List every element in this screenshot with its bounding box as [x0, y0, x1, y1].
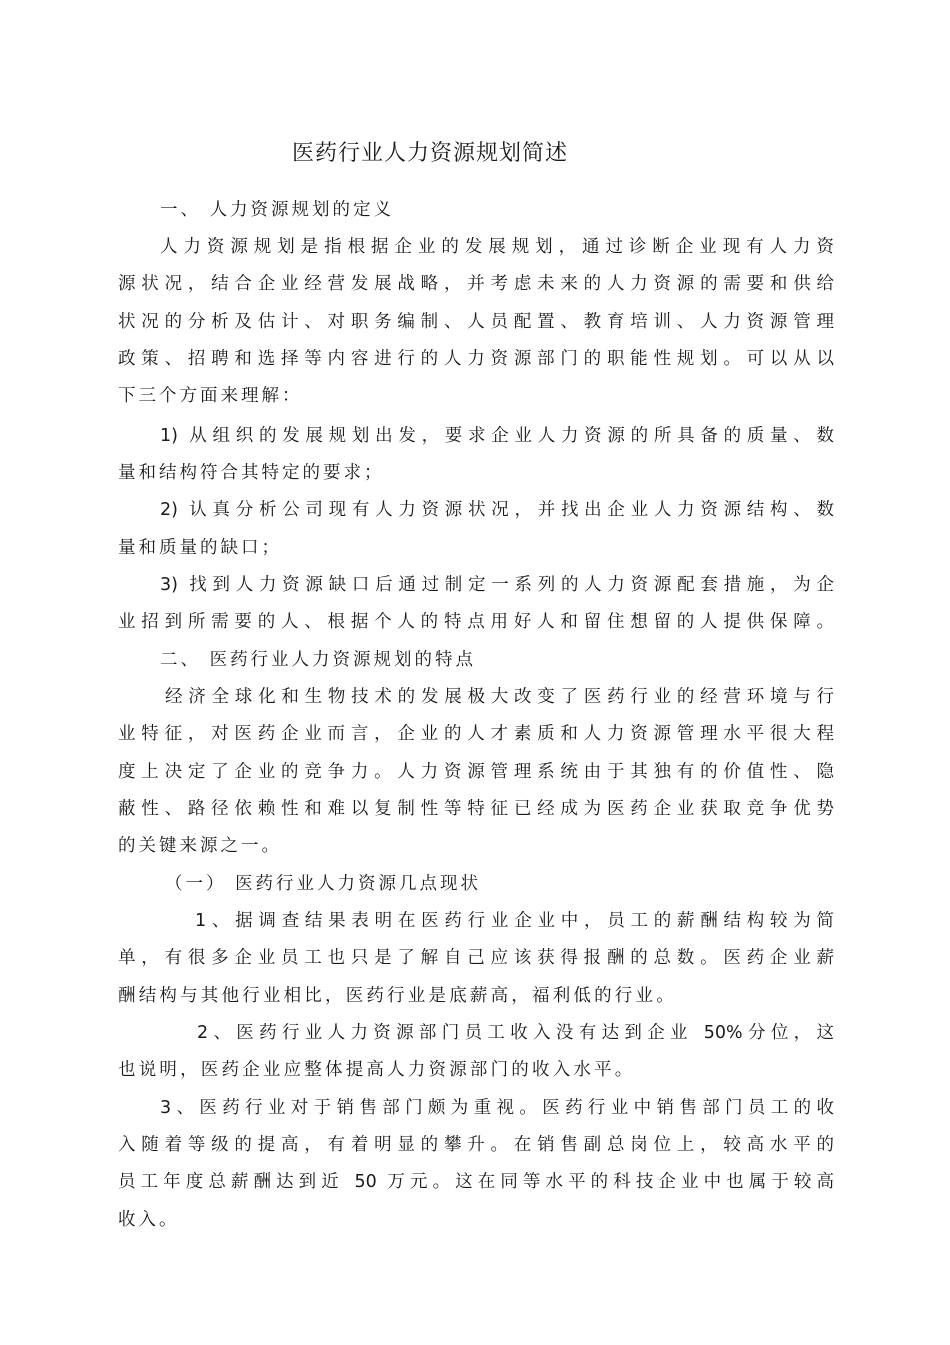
- list-item-1: 1) 从组织的发展规划出发，要求企业人力资源的所具备的质量、数: [160, 426, 834, 446]
- paragraph-line: 度上决定了企业的竞争力。人力资源管理系统由于其独有的价值性、隐: [118, 762, 834, 782]
- point-3: 3、医药行业对于销售部门颇为重视。医药行业中销售部门员工的收: [160, 1098, 834, 1118]
- list-item-3: 3) 找到人力资源缺口后通过制定一系列的人力资源配套措施，为企: [160, 575, 834, 595]
- section-heading-2: 二、 医药行业人力资源规划的特点: [160, 650, 477, 670]
- list-item-2-cont: 量和质量的缺口；: [118, 538, 282, 558]
- paragraph-line: 业特征，对医药企业而言，企业的人才素质和人力资源管理水平很大程: [118, 724, 834, 744]
- paragraph-line: 蔽性、路径依赖性和难以复制性等特征已经成为医药企业获取竞争优势: [118, 799, 834, 819]
- point-1-cont: 单，有很多企业员工也只是了解自己应该获得报酬的总数。医药企业薪: [118, 948, 834, 968]
- paragraph-line: 人力资源规划是指根据企业的发展规划，通过诊断企业现有人力资: [160, 237, 834, 257]
- paragraph-line: 源状况，结合企业经营发展战略，并考虑未来的人力资源的需要和供给: [118, 274, 834, 294]
- point-1: 1、据调查结果表明在医药行业企业中，员工的薪酬结构较为简: [195, 911, 834, 931]
- subsection-heading: （一） 医药行业人力资源几点现状: [165, 874, 482, 894]
- point-1-cont: 酬结构与其他行业相比，医药行业是底薪高，福利低的行业。: [118, 986, 677, 1006]
- list-item-1-cont: 量和结构符合其特定的要求；: [118, 463, 385, 483]
- paragraph-line: 下三个方面来理解：: [118, 386, 303, 406]
- point-2: 2、医药行业人力资源部门员工收入没有达到企业 50%分位，这: [197, 1023, 834, 1043]
- point-2-cont: 也说明，医药企业应整体提高人力资源部门的收入水平。: [118, 1060, 636, 1080]
- paragraph-line: 经济全球化和生物技术的发展极大改变了医药行业的经营环境与行: [165, 687, 834, 707]
- paragraph-line: 政策、招聘和选择等内容进行的人力资源部门的职能性规划。可以从以: [118, 349, 834, 369]
- list-item-2: 2) 认真分析公司现有人力资源状况，并找出企业人力资源结构、数: [160, 500, 834, 520]
- list-item-3-cont: 业招到所需要的人、根据个人的特点用好人和留住想留的人提供保障。: [118, 612, 834, 632]
- point-3-cont: 入随着等级的提高，有着明显的攀升。在销售副总岗位上，较高水平的: [118, 1135, 834, 1155]
- document-title: 医药行业人力资源规划简述: [291, 141, 568, 166]
- section-heading-1: 一、 人力资源规划的定义: [160, 200, 395, 220]
- paragraph-line: 状况的分析及估计、对职务编制、人员配置、教育培训、人力资源管理: [118, 312, 834, 332]
- point-3-cont: 收入。: [118, 1210, 180, 1230]
- paragraph-line: 的关键来源之一。: [118, 836, 282, 856]
- point-3-cont: 员工年度总薪酬达到近 50 万元。这在同等水平的科技企业中也属于较高: [118, 1172, 834, 1192]
